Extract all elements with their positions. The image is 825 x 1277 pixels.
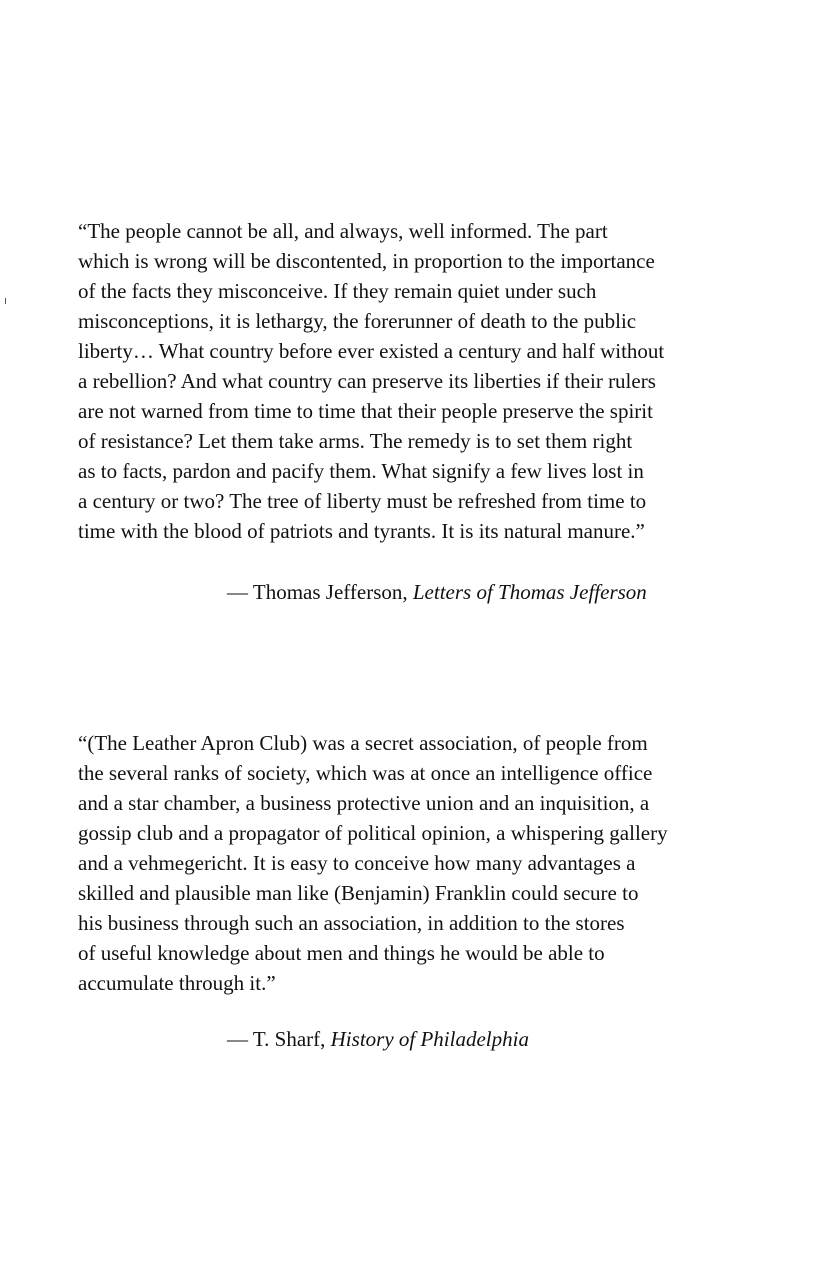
quote-line: and a star chamber, a business protective union and an inquisition, a — [78, 791, 650, 815]
quote-line: a rebellion? And what country can preserve its liberties if their rulers — [78, 369, 656, 393]
attribution-author: — T. Sharf, — [227, 1027, 331, 1051]
quote-line: a century or two? The tree of liberty must be refreshed from time to — [78, 489, 647, 513]
quote-line: “(The Leather Apron Club) was a secret association, of people from — [78, 731, 648, 755]
quote-line: as to facts, pardon and pacify them. What signify a few lives lost in — [78, 459, 644, 483]
quote-line: gossip club and a propagator of political opinion, a whispering gallery — [78, 821, 668, 845]
quote-line: “The people cannot be all, and always, well informed. The part — [78, 219, 608, 243]
quote-line: time with the blood of patriots and tyrants. It is its natural manure.” — [78, 519, 645, 543]
quote-line: of the facts they misconceive. If they remain quiet under such — [78, 279, 597, 303]
quote-line: liberty… What country before ever existed a century and half without — [78, 339, 665, 363]
quote-line: are not warned from time to time that their people preserve the spirit — [78, 399, 653, 423]
attribution-author: — Thomas Jefferson, — [227, 580, 413, 604]
quote-line: skilled and plausible man like (Benjamin) Franklin could secure to — [78, 881, 639, 905]
page-edge-mark — [5, 298, 6, 304]
attribution-work: History of Philadelphia — [330, 1027, 529, 1051]
quote-line: his business through such an association, in addition to the stores — [78, 911, 625, 935]
quote-line: which is wrong will be discontented, in proportion to the importance — [78, 249, 655, 273]
epigraph-jefferson — [78, 216, 758, 546]
attribution-sharf — [227, 1024, 529, 1054]
quote-line: of resistance? Let them take arms. The remedy is to set them right — [78, 429, 633, 453]
quote-line: accumulate through it.” — [78, 971, 276, 995]
quote-line: misconceptions, it is lethargy, the forerunner of death to the public — [78, 309, 637, 333]
quote-text — [78, 216, 758, 546]
epigraph-sharf — [78, 728, 758, 998]
quote-line: of useful knowledge about men and things he would be able to — [78, 941, 605, 965]
quote-line: and a vehmegericht. It is easy to conceive how many advantages a — [78, 851, 636, 875]
attribution-jefferson — [227, 577, 647, 607]
quote-text — [78, 728, 758, 998]
attribution-work: Letters of Thomas Jefferson — [412, 580, 647, 604]
quote-line: the several ranks of society, which was at once an intelligence office — [78, 761, 653, 785]
